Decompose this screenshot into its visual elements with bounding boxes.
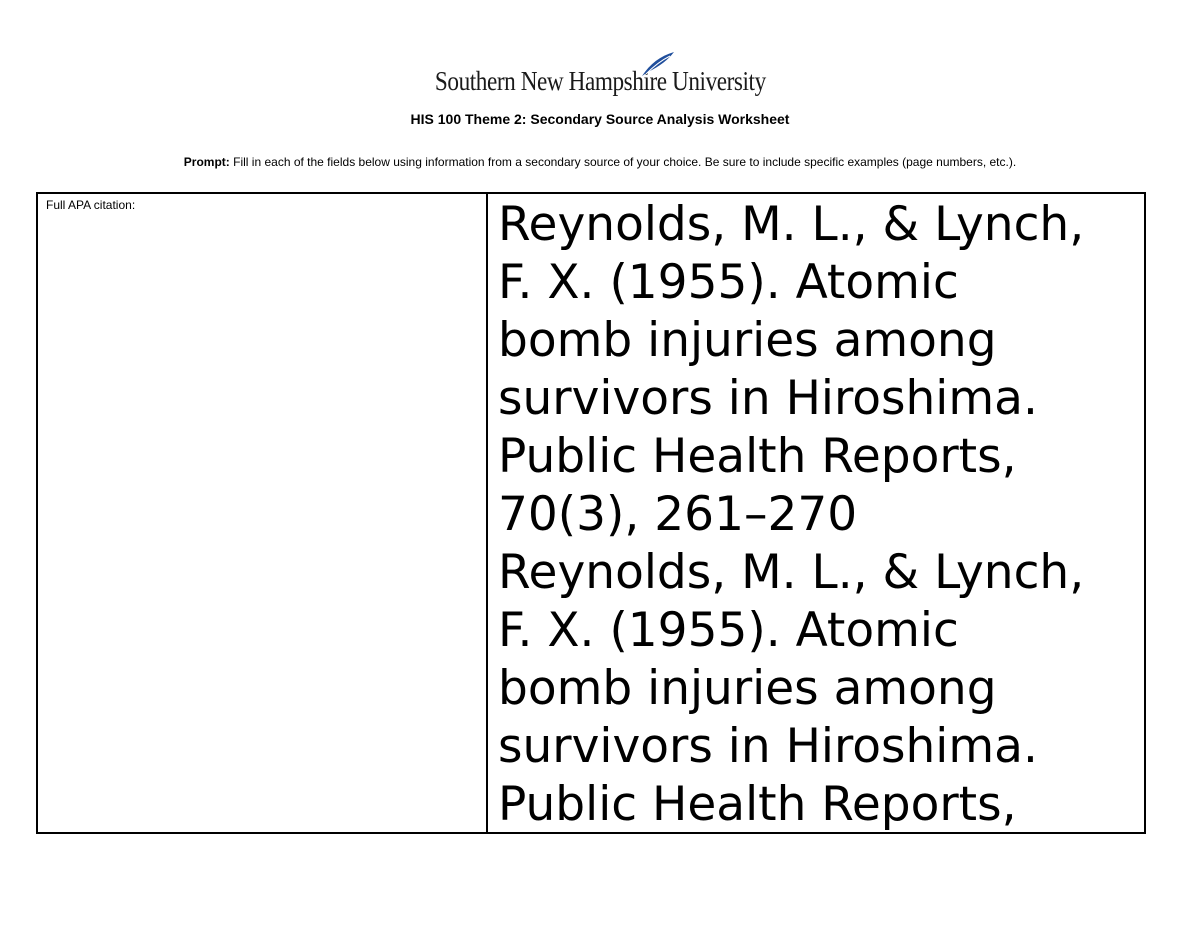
citation-table — [36, 192, 1146, 834]
citation-label: Full APA citation: — [38, 194, 488, 832]
worksheet-title: HIS 100 Theme 2: Secondary Source Analysis Worksheet — [410, 111, 790, 127]
prompt-line — [0, 155, 1200, 169]
quill-logo-icon — [640, 50, 676, 78]
university-logo — [0, 66, 1200, 106]
prompt-text: Fill in each of the fields below using information from a secondary source of your choice. Be sure to include specific examples (page numbers, etc.). — [229, 155, 1017, 169]
citation-value[interactable]: Reynolds, M. L., & Lynch, F. X. (1955). Atomic bomb injuries among survivors in Hiroshima. Public Health Reports, 70(3), 261–270 Reynolds, M. L., & Lynch, F. X. (1955). Atomic bomb injuries among survivors in Hiroshima. Public Health Reports, — [498, 197, 1085, 832]
university-name: Southern New Hampshire University — [434, 66, 766, 96]
prompt-label: Prompt: — [183, 155, 230, 169]
